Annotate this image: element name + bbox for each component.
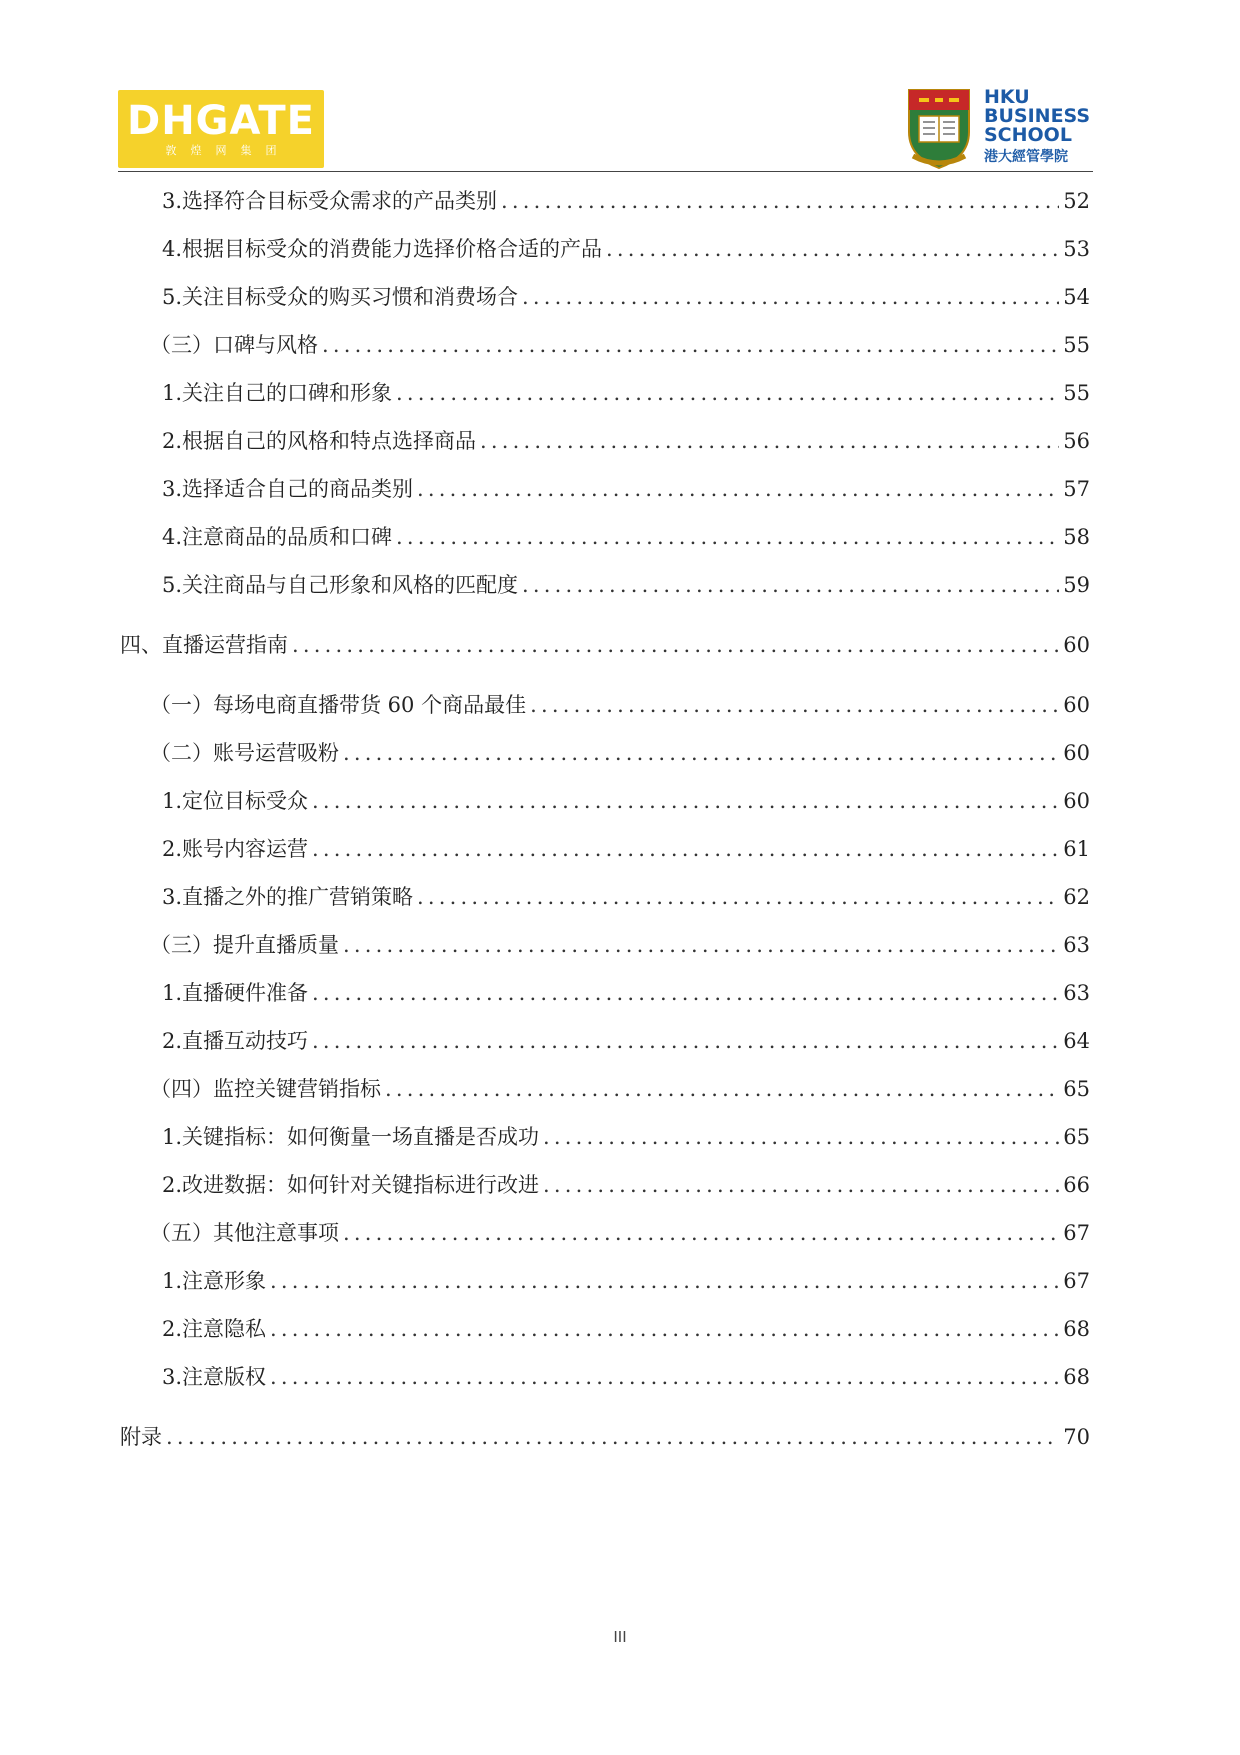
toc-entry-page: 60 [1063, 789, 1090, 813]
toc-entry[interactable] [150, 1075, 1090, 1103]
dhgate-logo [118, 90, 324, 168]
toc-leader [343, 1219, 1059, 1247]
toc-leader [522, 283, 1059, 311]
toc-entry-title: 四、直播运营指南 [120, 633, 288, 657]
toc-leader [480, 427, 1059, 455]
toc-entry-title: 4.根据目标受众的消费能力选择价格合适的产品 [162, 237, 603, 261]
toc-entry-title: 2.注意隐私 [162, 1317, 267, 1341]
toc-entry-page: 63 [1063, 933, 1090, 957]
toc-entry[interactable] [150, 691, 1090, 719]
toc-entry[interactable] [150, 931, 1090, 959]
toc-entry[interactable] [162, 1171, 1090, 1199]
toc-entry-title: 3.选择适合自己的商品类别 [162, 477, 414, 501]
toc-entry-page: 59 [1063, 573, 1090, 597]
toc-entry-title: 3.直播之外的推广营销策略 [162, 885, 414, 909]
toc-entry[interactable] [162, 1027, 1090, 1055]
toc-entry-title: 3.选择符合目标受众需求的产品类别 [162, 189, 498, 213]
toc-entry-page: 60 [1063, 633, 1090, 657]
toc-entry-title: （三）提升直播质量 [150, 933, 339, 957]
toc-leader [385, 1075, 1059, 1103]
toc-leader [530, 691, 1059, 719]
toc-entry-page: 56 [1063, 429, 1090, 453]
toc-entry[interactable] [162, 1267, 1090, 1295]
toc-entry-title: （五）其他注意事项 [150, 1221, 339, 1245]
toc-entry[interactable] [162, 283, 1090, 311]
toc-leader [166, 1423, 1059, 1451]
hku-business-school-logo [984, 88, 1090, 167]
toc-entry-title: 5.关注目标受众的购买习惯和消费场合 [162, 285, 519, 309]
toc-entry-title: （一）每场电商直播带货 60 个商品最佳 [150, 693, 527, 717]
toc-entry-title: 1.关键指标：如何衡量一场直播是否成功 [162, 1125, 540, 1149]
toc-entry-title: 1.定位目标受众 [162, 789, 309, 813]
toc-entry-page: 60 [1063, 741, 1090, 765]
toc-entry-page: 68 [1063, 1365, 1090, 1389]
toc-entry-page: 65 [1063, 1125, 1090, 1149]
toc-entry-page: 70 [1063, 1425, 1090, 1449]
toc-entry-title: 1.注意形象 [162, 1269, 267, 1293]
toc-entry-page: 62 [1063, 885, 1090, 909]
toc-entry[interactable] [150, 1219, 1090, 1247]
toc-leader [270, 1315, 1059, 1343]
toc-entry-page: 52 [1063, 189, 1090, 213]
page-header [0, 0, 1240, 175]
toc-entry-page: 61 [1063, 837, 1090, 861]
toc-entry-page: 54 [1063, 285, 1090, 309]
toc-entry[interactable] [162, 1123, 1090, 1151]
toc-leader [543, 1123, 1059, 1151]
toc-entry-page: 53 [1063, 237, 1090, 261]
toc-entry-page: 58 [1063, 525, 1090, 549]
toc-leader [501, 187, 1059, 215]
toc-entry-title: （二）账号运营吸粉 [150, 741, 339, 765]
toc-entry[interactable] [162, 379, 1090, 407]
toc-entry-title: 1.直播硬件准备 [162, 981, 309, 1005]
toc-entry[interactable] [162, 187, 1090, 215]
toc-entry[interactable] [162, 883, 1090, 911]
toc-entry[interactable] [162, 1363, 1090, 1391]
toc-entry-title: 2.根据自己的风格和特点选择商品 [162, 429, 477, 453]
toc-entry-page: 60 [1063, 693, 1090, 717]
hku-logo-line4: 港大經管學院 [984, 149, 1068, 165]
toc-entry[interactable] [120, 1423, 1090, 1451]
toc-entry[interactable] [120, 631, 1090, 659]
toc-entry[interactable] [162, 1315, 1090, 1343]
hku-logo-line3: SCHOOL [984, 124, 1072, 146]
toc-entry-page: 66 [1063, 1173, 1090, 1197]
toc-entry[interactable] [162, 475, 1090, 503]
toc-entry[interactable] [150, 739, 1090, 767]
toc-entry-title: 4.注意商品的品质和口碑 [162, 525, 393, 549]
toc-leader [292, 631, 1059, 659]
header-divider [118, 171, 1093, 172]
toc-entry[interactable] [162, 235, 1090, 263]
toc-entry-page: 57 [1063, 477, 1090, 501]
dhgate-subtitle: 敦煌网集团 [165, 144, 291, 157]
toc-entry-title: 2.改进数据：如何针对关键指标进行改进 [162, 1173, 540, 1197]
toc-entry-page: 67 [1063, 1269, 1090, 1293]
page-number: III [613, 1628, 627, 1646]
toc-leader [270, 1363, 1059, 1391]
toc-leader [343, 931, 1059, 959]
toc-entry[interactable] [162, 427, 1090, 455]
toc-entry-page: 55 [1063, 333, 1090, 357]
toc-entry[interactable] [162, 571, 1090, 599]
toc-leader [312, 835, 1059, 863]
toc-entry-page: 55 [1063, 381, 1090, 405]
toc-entry[interactable] [162, 523, 1090, 551]
toc-entry-title: 附录 [120, 1425, 162, 1449]
toc-entry-title: 3.注意版权 [162, 1365, 267, 1389]
hku-logo-line2: BUSINESS [984, 105, 1091, 127]
hku-logo-line1: HKU [984, 86, 1030, 108]
toc-entry[interactable] [162, 979, 1090, 1007]
toc-entry-page: 63 [1063, 981, 1090, 1005]
toc-entry-title: （四）监控关键营销指标 [150, 1077, 381, 1101]
toc-entry-title: 2.直播互动技巧 [162, 1029, 309, 1053]
toc-leader [312, 787, 1059, 815]
toc-leader [343, 739, 1059, 767]
toc-entry-page: 68 [1063, 1317, 1090, 1341]
toc-leader [543, 1171, 1059, 1199]
toc-leader [522, 571, 1059, 599]
toc-leader [322, 331, 1059, 359]
toc-leader [312, 1027, 1059, 1055]
toc-entry-title: 1.关注自己的口碑和形象 [162, 381, 393, 405]
toc-leader [417, 475, 1059, 503]
toc-entry-page: 67 [1063, 1221, 1090, 1245]
toc-entry[interactable] [162, 787, 1090, 815]
toc-leader [312, 979, 1059, 1007]
toc-leader [417, 883, 1059, 911]
toc-entry[interactable] [150, 331, 1090, 359]
toc-entry-title: （三）口碑与风格 [150, 333, 318, 357]
toc-entry[interactable] [162, 835, 1090, 863]
hku-crest-icon [905, 86, 973, 170]
toc-leader [396, 523, 1059, 551]
toc-leader [606, 235, 1059, 263]
toc-leader [396, 379, 1059, 407]
toc-leader [270, 1267, 1059, 1295]
toc-entry-title: 2.账号内容运营 [162, 837, 309, 861]
dhgate-wordmark: DHGATE [127, 98, 315, 144]
toc-entry-title: 5.关注商品与自己形象和风格的匹配度 [162, 573, 519, 597]
toc-entry-page: 65 [1063, 1077, 1090, 1101]
toc-entry-page: 64 [1063, 1029, 1090, 1053]
